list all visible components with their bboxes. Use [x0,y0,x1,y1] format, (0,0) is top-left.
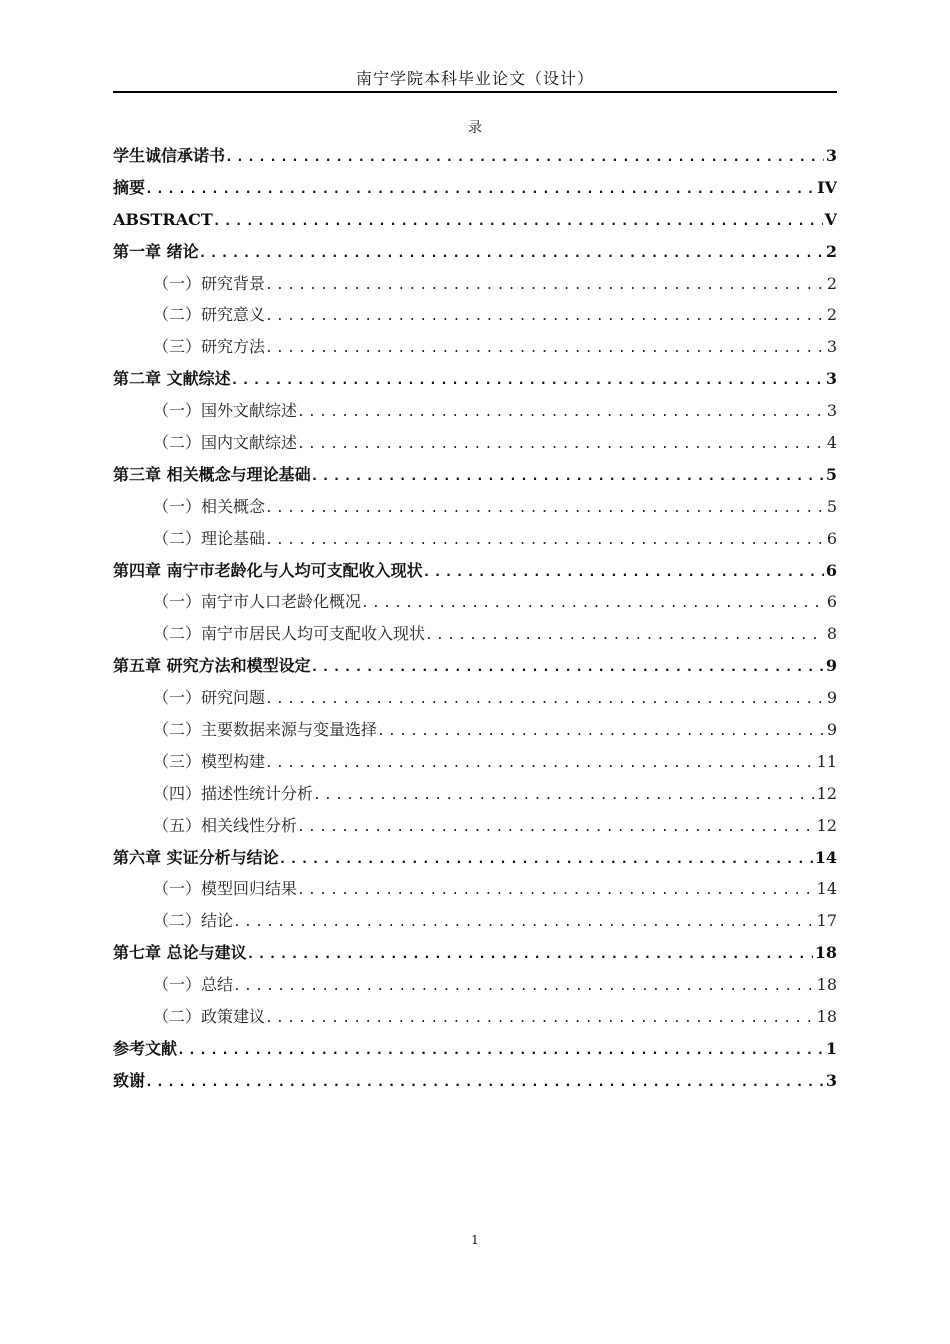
toc-dot-leader [247,939,813,969]
toc-dot-leader [225,142,824,172]
toc-chapter-entry[interactable] [113,1033,837,1065]
toc-entry-page-number: 2 [826,305,837,325]
toc-dot-leader [265,1003,815,1033]
toc-section-entry[interactable] [113,1001,837,1033]
toc-entry-page-number: 3 [825,1070,837,1090]
page-number: 1 [471,1233,479,1247]
toc-dot-leader [279,844,813,874]
toc-entry-label: 第一章 绪论 [113,241,199,261]
toc-entry-label: 第五章 研究方法和模型设定 [113,656,311,676]
toc-entry-label: （二）政策建议 [153,1007,266,1027]
toc-section-entry[interactable] [113,523,837,555]
toc-entry-page-number: 3 [825,146,837,165]
toc-entry-page-number: 6 [825,560,837,580]
toc-dot-leader [233,907,815,937]
toc-dot-leader [297,875,815,905]
toc-dot-leader [311,652,824,682]
toc-entry-label: （一）总结 [153,975,234,995]
toc-section-entry[interactable] [113,778,837,810]
toc-entry-page-number: 5 [826,496,837,516]
toc-entry-page-number: 1 [825,1038,837,1058]
toc-dot-leader [265,684,825,714]
toc-entry-label: 摘要 [113,177,146,197]
toc-entry-page-number: 4 [826,433,837,453]
toc-chapter-entry[interactable] [113,363,837,395]
toc-dot-leader [233,971,815,1001]
toc-entry-page-number: 5 [825,464,837,484]
toc-entry-label: 第三章 相关概念与理论基础 [113,464,311,484]
toc-section-entry[interactable] [113,873,837,905]
toc-dot-leader [265,748,815,778]
toc-entry-page-number: 3 [826,337,837,357]
toc-entry-label: 第六章 实证分析与结论 [113,847,279,867]
toc-entry-page-number: 18 [814,943,837,963]
toc-dot-leader [311,461,824,491]
toc-entry-label: （二）理论基础 [153,528,266,548]
toc-chapter-entry[interactable] [113,937,837,969]
toc-entry-label: ABSTRACT [113,209,213,229]
toc-dot-leader [145,174,815,204]
toc-chapter-entry[interactable] [113,236,837,268]
toc-chapter-entry[interactable] [113,172,837,204]
toc-dot-leader [231,365,824,395]
toc-dot-leader [265,493,825,523]
toc-entry-page-number: 9 [826,720,837,740]
toc-section-entry[interactable] [113,969,837,1001]
toc-entry-label: （三）研究方法 [153,337,266,357]
toc-entry-label: （一）研究背景 [153,273,266,293]
toc-chapter-entry[interactable] [113,555,837,587]
toc-chapter-entry[interactable] [113,140,837,172]
toc-dot-leader [145,1067,824,1097]
toc-entry-page-number: 9 [825,656,837,676]
toc-entry-page-number: IV [817,177,837,197]
toc-section-entry[interactable] [113,905,837,937]
toc-dot-leader [265,301,825,331]
toc-section-entry[interactable] [113,299,837,331]
toc-entry-label: （四）描述性统计分析 [153,783,314,803]
toc-entry-label: （二）南宁市居民人均可支配收入现状 [153,624,426,644]
toc-section-entry[interactable] [113,682,837,714]
toc-entry-label: （一）研究问题 [153,688,266,708]
toc-section-entry[interactable] [113,491,837,523]
toc-entry-page-number: 14 [816,879,837,899]
toc-dot-leader [297,429,825,459]
toc-chapter-entry[interactable] [113,459,837,491]
toc-title: 录 [468,120,482,136]
toc-entry-page-number: 6 [826,528,837,548]
toc-dot-leader [423,557,824,587]
toc-dot-leader [297,812,815,842]
toc-dot-leader [425,620,825,650]
toc-entry-page-number: 3 [825,369,837,389]
toc-section-entry[interactable] [113,746,837,778]
toc-entry-page-number: 18 [816,1007,837,1027]
toc-entry-page-number: V [824,209,837,229]
toc-dot-leader [199,238,824,268]
toc-entry-page-number: 8 [826,624,837,644]
toc-dot-leader [297,397,825,427]
toc-entry-label: （二）结论 [153,911,234,931]
toc-section-entry[interactable] [113,268,837,300]
toc-section-entry[interactable] [113,427,837,459]
toc-dot-leader [377,716,825,746]
toc-entry-label: 第二章 文献综述 [113,369,231,389]
toc-entry-label: （二）国内文献综述 [153,433,298,453]
toc-dot-leader [361,588,825,618]
toc-entry-page-number: 3 [826,401,837,421]
toc-entry-label: （一）模型回归结果 [153,879,298,899]
toc-chapter-entry[interactable] [113,650,837,682]
toc-entry-page-number: 2 [826,273,837,293]
toc-entry-label: （三）模型构建 [153,751,266,771]
toc-entry-page-number: 12 [816,815,837,835]
toc-entry-label: （一）南宁市人口老龄化概况 [153,592,362,612]
toc-section-entry[interactable] [113,714,837,746]
toc-entry-label: 参考文献 [113,1038,178,1058]
toc-entry-label: 第七章 总论与建议 [113,943,247,963]
toc-dot-leader [177,1035,824,1065]
toc-entry-page-number: 12 [816,783,837,803]
toc-entry-label: （五）相关线性分析 [153,815,298,835]
toc-dot-leader [313,780,815,810]
toc-dot-leader [265,333,825,363]
table-of-contents [113,140,837,1097]
toc-entry-label: 第四章 南宁市老龄化与人均可支配收入现状 [113,560,423,580]
toc-dot-leader [213,206,823,236]
toc-entry-label: （一）国外文献综述 [153,401,298,421]
toc-entry-page-number: 11 [816,751,837,771]
toc-section-entry[interactable] [113,395,837,427]
toc-entry-page-number: 2 [825,241,837,261]
toc-entry-page-number: 14 [814,847,837,867]
toc-section-entry[interactable] [113,618,837,650]
toc-entry-page-number: 17 [816,911,837,931]
toc-section-entry[interactable] [113,810,837,842]
toc-chapter-entry[interactable] [113,1065,837,1097]
toc-entry-label: 致谢 [113,1070,146,1090]
toc-entry-label: （二）主要数据来源与变量选择 [153,720,378,740]
toc-dot-leader [265,270,825,300]
page-header: 南宁学院本科毕业论文（设计） [113,66,837,93]
toc-entry-page-number: 18 [816,975,837,995]
toc-entry-page-number: 6 [826,592,837,612]
toc-entry-label: （二）研究意义 [153,305,266,325]
toc-entry-label: 学生诚信承诺书 [113,146,226,165]
toc-section-entry[interactable] [113,586,837,618]
toc-chapter-entry[interactable] [113,204,837,236]
toc-entry-label: （一）相关概念 [153,496,266,516]
toc-chapter-entry[interactable] [113,842,837,874]
toc-entry-page-number: 9 [826,688,837,708]
toc-dot-leader [265,525,825,555]
toc-section-entry[interactable] [113,331,837,363]
